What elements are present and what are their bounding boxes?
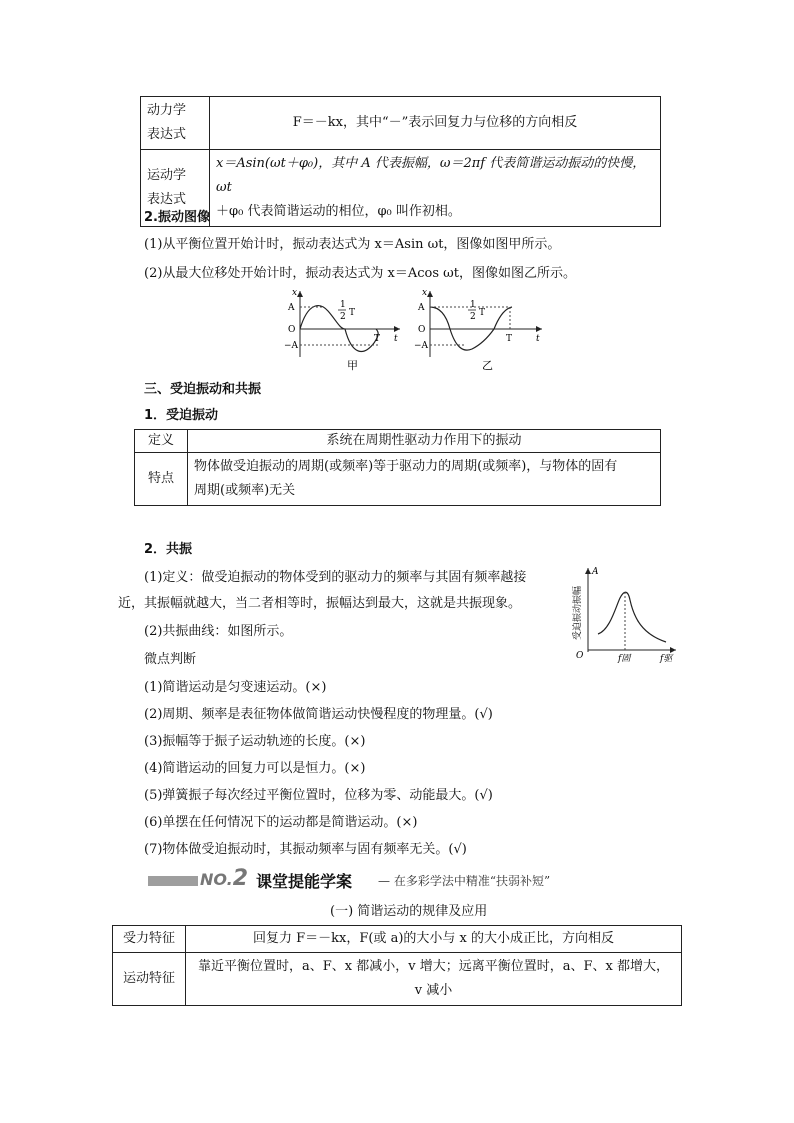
judgement-item: (3)振幅等于振子运动轨迹的长度。(×) [144, 734, 366, 749]
text-line: (2)从最大位移处开始计时，振动表达式为 x＝Acos ωt，图像如图乙所示。 [144, 266, 577, 281]
force-content: 回复力 F＝－kx，F(或 a)的大小与 x 的大小成正比，方向相反 [186, 926, 682, 953]
judgement-item: (1)简谐运动是匀变速运动。(×) [144, 680, 327, 695]
row-label: 受力特征 [113, 926, 186, 953]
banner-title: 课堂提能学案 [256, 872, 353, 891]
subsection-heading: 2．共振 [144, 542, 193, 557]
label-text: 表达式 [147, 127, 187, 142]
section-heading: (一) 简谐运动的规律及应用 [330, 904, 488, 919]
graph-left [284, 288, 400, 372]
table-row [113, 953, 682, 1006]
banner-number [200, 866, 248, 891]
cell-text: F＝－kx，其中“－”表示回复力与位移的方向相反 [292, 115, 578, 130]
table-row [135, 453, 661, 506]
label-text: 运动学 [147, 168, 187, 183]
banner-no-label: NO. [200, 870, 233, 889]
judgement-item: (6)单摆在任何情况下的运动都是简谐运动。(×) [144, 815, 418, 830]
label-T-half: T [349, 308, 356, 318]
label-T: T [374, 334, 381, 344]
row-label [141, 97, 210, 150]
label-origin: O [418, 325, 426, 335]
cell-text: v 减小 [414, 983, 453, 998]
label-T: T [506, 334, 513, 344]
cell-text: x＝Asin(ωt＋φ₀)，其中 A 代表振幅，ω＝2πf 代表简谐运动振动的快慢，ωt [216, 156, 646, 195]
resonance-curve-graph [562, 560, 682, 670]
section-heading: 2.振动图像 [144, 210, 210, 225]
table-row [141, 150, 661, 227]
caption-right: 乙 [482, 359, 493, 372]
section-heading: 三、受迫振动和共振 [144, 382, 262, 397]
label-half-num: 1 [470, 300, 476, 310]
cell-text: ＋φ₀ 代表简谐运动的相位，φ₀ 叫作初相。 [216, 204, 461, 219]
dynamics-content [210, 97, 661, 150]
motion-content [186, 953, 682, 1006]
banner-bar [148, 876, 198, 886]
expression-table [140, 96, 661, 227]
subsection-heading: 1．受迫振动 [144, 408, 219, 423]
text-line: (2)共振曲线：如图所示。 [144, 624, 293, 639]
judgement-item: (2)周期、频率是表征物体做简谐运动快慢程度的物理量。(√) [144, 707, 493, 722]
table-row [141, 97, 661, 150]
cell-text: 物体做受迫振动的周期(或频率)等于驱动力的周期(或频率)，与物体的固有 [194, 459, 618, 474]
label-origin: O [288, 325, 296, 335]
graph-right [414, 288, 542, 372]
label-y-axis: 受迫振动振幅 [573, 585, 583, 640]
label-A: A [418, 303, 425, 313]
cell-text: 靠近平衡位置时，a、F、x 都减小，v 增大；远离平衡位置时，a、F、x 都增大， [198, 959, 669, 974]
axis-label-x: x [422, 288, 428, 298]
row-label: 特点 [135, 453, 188, 506]
shm-rules-table [112, 925, 682, 1006]
cell-text: 周期(或频率)无关 [194, 483, 296, 498]
label-half-num: 1 [340, 300, 346, 310]
label-text: 表达式 [147, 192, 187, 207]
label-A: A [288, 303, 295, 313]
label-half-den: 2 [340, 312, 346, 322]
judgement-item: (4)简谐运动的回复力可以是恒力。(×) [144, 761, 366, 776]
axis-label-t: t [536, 334, 540, 344]
text-line: (1)定义：做受迫振动的物体受到的驱动力的频率与其固有频率越接 [144, 570, 527, 585]
definition-content: 系统在周期性驱动力作用下的振动 [188, 430, 661, 453]
label-half-den: 2 [470, 312, 476, 322]
label-negA: −A [414, 341, 429, 351]
row-label: 运动特征 [113, 953, 186, 1006]
judgement-item: (7)物体做受迫振动时，其振动频率与固有频率无关。(√) [144, 842, 467, 857]
row-label: 定义 [135, 430, 188, 453]
axis-label-t: t [394, 334, 398, 344]
table-row [135, 430, 661, 453]
forced-vibration-table [134, 429, 661, 506]
label-T-half: T [479, 308, 486, 318]
axis-label-x: x [292, 288, 298, 298]
text-line: 近，其振幅就越大，当二者相等时，振幅达到最大，这就是共振现象。 [118, 596, 522, 611]
text-line: (1)从平衡位置开始计时，振动表达式为 x＝Asin ωt，图像如图甲所示。 [144, 237, 561, 252]
kinematics-content [210, 150, 661, 227]
vibration-graphs [270, 285, 560, 375]
feature-content [188, 453, 661, 506]
judge-title: 微点判断 [144, 652, 197, 667]
label-negA: −A [284, 341, 299, 351]
caption-left: 甲 [347, 359, 358, 372]
label-f-natural: f固 [618, 654, 631, 664]
table-row [113, 926, 682, 953]
banner-num: 2 [232, 866, 249, 891]
label-text: 动力学 [147, 103, 187, 118]
judgement-item: (5)弹簧振子每次经过平衡位置时，位移为零、动能最大。(√) [144, 788, 493, 803]
label-origin: O [576, 651, 584, 661]
label-f-drive: f驱 [660, 654, 673, 664]
banner-subtitle: — 在多彩学法中精准“扶弱补短” [378, 874, 551, 888]
label-A: A [592, 567, 599, 577]
